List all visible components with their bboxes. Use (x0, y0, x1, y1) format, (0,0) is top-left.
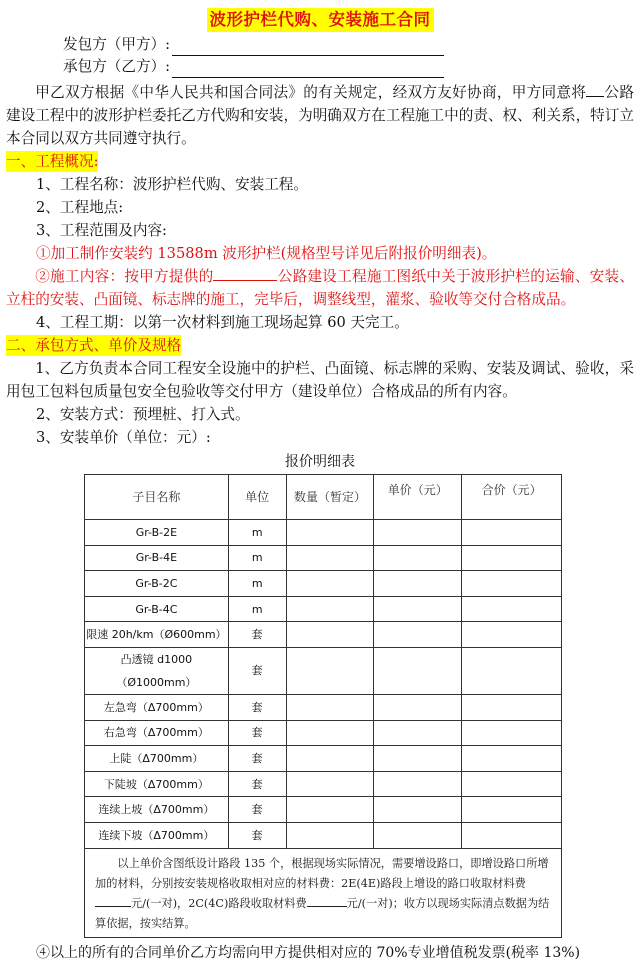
section-1-heading-row (6, 150, 634, 173)
cell-unit: 套 (228, 822, 286, 848)
note-text-2: 元/(一对)，2C(4C)路段收取材料费 (131, 896, 307, 910)
intro-paragraph (6, 81, 634, 150)
final-clause: ④以上的所有的合同单价乙方均需向甲方提供相对应的 70%专业增值税发票(税率 13%) (36, 944, 581, 961)
s1-item-1: 1、工程名称：波形护栏代购、安装工程。 (36, 176, 308, 193)
title-area (6, 0, 634, 34)
party-a-blank (172, 39, 444, 56)
cell-item-name: 连续下坡（Δ700mm） (85, 822, 229, 848)
cell-quantity (286, 520, 374, 546)
s1-red-item-2 (6, 265, 634, 311)
note-text-3: 元/(一对)；收方以现场实际清点数据为结算依据，按实结算。 (95, 896, 550, 930)
cell-total-price (462, 622, 562, 648)
cell-unit: 套 (228, 746, 286, 772)
cell-unit-price (374, 771, 462, 797)
cell-item-name: Gr-B-2E (85, 520, 229, 546)
header-unit: 单位 (228, 475, 286, 520)
cell-quantity (286, 720, 374, 746)
table-row (85, 797, 562, 823)
cell-quantity (286, 571, 374, 597)
section-1-heading: 一、工程概况: (6, 153, 99, 170)
s2-item-1: 1、乙方负责本合同工程安全设施中的护栏、凸面镜、标志牌的采购、安装及调试、验收，采用包工包料包质量包安全包验收等交付甲方（建设单位）合格成品的所有内容。 (6, 360, 634, 400)
cell-unit-price (374, 746, 462, 772)
section-2-heading: 二、承包方式、单价及规格 (6, 337, 182, 354)
table-header-row (85, 475, 562, 520)
cell-unit: m (228, 520, 286, 546)
cell-quantity (286, 622, 374, 648)
s1-item-3: 3、工程范围及内容: (36, 222, 167, 239)
table-row (85, 694, 562, 720)
cell-unit-price (374, 647, 462, 694)
cell-item-name: 限速 20h/km（Ø600mm） (85, 622, 229, 648)
cell-total-price (462, 545, 562, 571)
cell-total-price (462, 596, 562, 622)
cell-total-price (462, 571, 562, 597)
cell-item-name: 左急弯（Δ700mm） (85, 694, 229, 720)
s1-red-item-2-b: 公路建设工程施工图纸中关于波形护栏的运输、安装、立柱的安装、凸面镜、标志牌的施工，完毕后，调整线型，灌浆、验收等交付合格成品。 (6, 268, 634, 308)
cell-unit-price (374, 720, 462, 746)
table-row (85, 545, 562, 571)
note-blank-1 (95, 895, 131, 907)
table-row (85, 622, 562, 648)
table-row (85, 596, 562, 622)
s1-red-item-1: ①加工制作安装约 13588m 波形护栏(规格型号详见后附报价明细表)。 (36, 245, 497, 262)
cell-unit-price (374, 596, 462, 622)
cell-unit: 套 (228, 647, 286, 694)
cell-quantity (286, 771, 374, 797)
note-blank-2 (307, 895, 347, 907)
party-b-line (6, 56, 634, 78)
cell-total-price (462, 520, 562, 546)
table-row (85, 771, 562, 797)
s1-red-item-2-a: ②施工内容：按甲方提供的 (35, 268, 214, 285)
note-text-1: 以上单价含图纸设计路段 135 个，根据现场实际情况，需要增设路口，即增设路口所增加的材料，分别按安装规格收取相对应的材料费：2E(4E)路段上增设的路口收取材料费 (95, 856, 549, 890)
cell-unit: 套 (228, 694, 286, 720)
s1-item-4: 4、工程工期：以第一次材料到施工现场起算 60 天完工。 (36, 314, 409, 331)
cell-item-name: Gr-B-2C (85, 571, 229, 597)
table-row (85, 720, 562, 746)
cell-unit: 套 (228, 797, 286, 823)
cell-quantity (286, 545, 374, 571)
cell-unit: m (228, 596, 286, 622)
header-total-price: 合价（元） (462, 475, 562, 520)
cell-unit: m (228, 571, 286, 597)
cell-item-name: 下陡坡（Δ700mm） (85, 771, 229, 797)
table-row (85, 822, 562, 848)
s2-item-3: 3、安装单价（单位：元）: (36, 429, 211, 446)
header-quantity: 数量（暂定） (286, 475, 374, 520)
cell-total-price (462, 822, 562, 848)
cell-unit-price (374, 520, 462, 546)
header-item-name: 子目名称 (85, 475, 229, 520)
document-title: 波形护栏代购、安装施工合同 (207, 8, 434, 32)
table-title: 报价明细表 (285, 454, 355, 470)
cell-item-name: Gr-B-4E (85, 545, 229, 571)
cell-quantity (286, 647, 374, 694)
cell-unit: 套 (228, 771, 286, 797)
price-table (84, 474, 562, 849)
cell-item-name: 凸透镜 d1000（Ø1000mm） (85, 647, 229, 694)
party-b-blank (172, 61, 444, 78)
cell-unit-price (374, 622, 462, 648)
cell-quantity (286, 694, 374, 720)
cell-unit-price (374, 797, 462, 823)
s2-item-2: 2、安装方式：预埋桩、打入式。 (36, 406, 250, 423)
cell-unit-price (374, 545, 462, 571)
party-a-line (6, 34, 634, 56)
intro-blank (586, 83, 604, 97)
cell-quantity (286, 822, 374, 848)
cell-total-price (462, 694, 562, 720)
cell-quantity (286, 797, 374, 823)
table-note (84, 849, 562, 938)
cell-item-name: 上陡（Δ700mm） (85, 746, 229, 772)
cell-item-name: 连续上坡（Δ700mm） (85, 797, 229, 823)
table-row (85, 647, 562, 694)
table-row (85, 520, 562, 546)
cell-unit-price (374, 694, 462, 720)
s1-item-2: 2、工程地点: (36, 199, 124, 216)
table-row (85, 571, 562, 597)
cell-item-name: Gr-B-4C (85, 596, 229, 622)
cell-quantity (286, 596, 374, 622)
cell-total-price (462, 797, 562, 823)
cell-total-price (462, 647, 562, 694)
cell-total-price (462, 746, 562, 772)
cell-unit-price (374, 822, 462, 848)
cell-quantity (286, 746, 374, 772)
party-a-label: 发包方（甲方）: (63, 36, 171, 53)
section-2-heading-row (6, 334, 634, 357)
intro-text-2: 公路建设工程中的波形护栏委托乙方代购和安装，为明确双方在工程施工中的责、权、利关系，特订立本合同以双方共同遵守执行。 (6, 84, 634, 147)
cell-total-price (462, 720, 562, 746)
cell-unit: 套 (228, 720, 286, 746)
s1-red-blank (213, 267, 277, 281)
table-row (85, 746, 562, 772)
cell-unit: m (228, 545, 286, 571)
cell-total-price (462, 771, 562, 797)
intro-text-1: 甲乙双方根据《中华人民共和国合同法》的有关规定，经双方友好协商，甲方同意将 (35, 84, 587, 101)
cell-unit-price (374, 571, 462, 597)
party-b-label: 承包方（乙方）: (63, 58, 171, 75)
cell-unit: 套 (228, 622, 286, 648)
cell-item-name: 右急弯（Δ700mm） (85, 720, 229, 746)
header-unit-price: 单价（元） (374, 475, 462, 520)
